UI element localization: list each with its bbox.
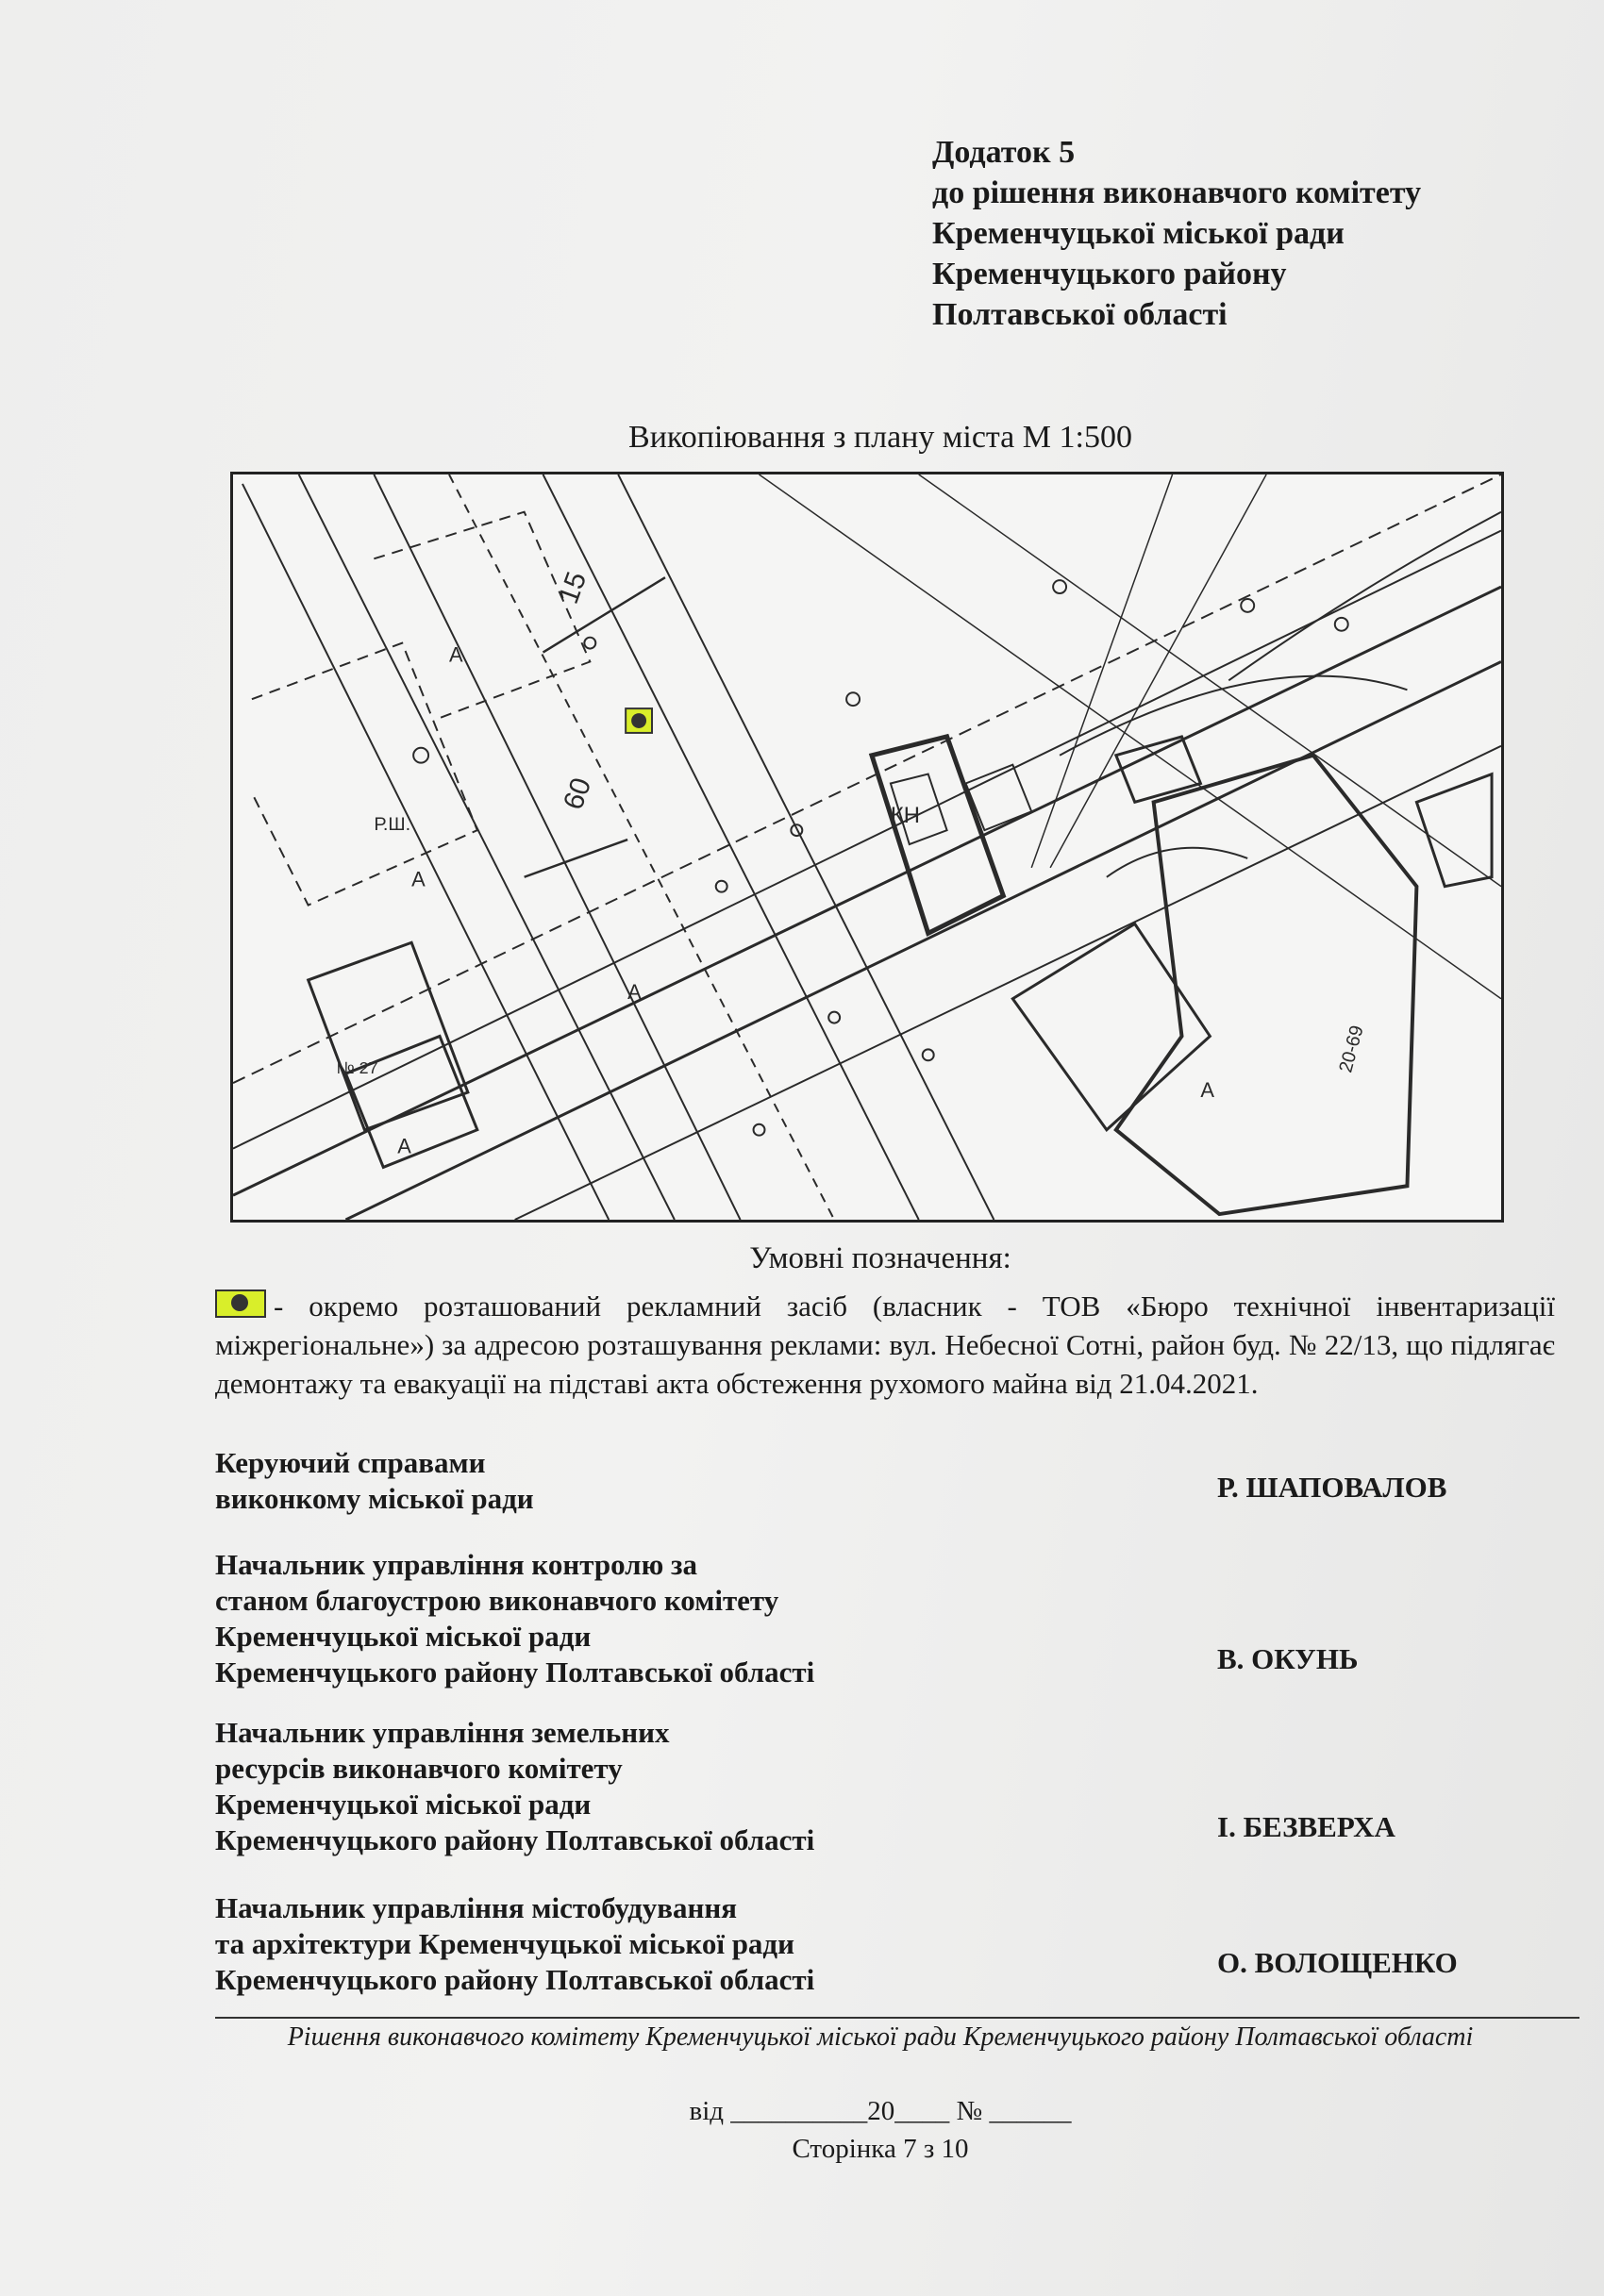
signature-role: Кременчуцького району Полтавської області [215,1823,815,1856]
signature-role: Кременчуцької міської ради [215,1788,592,1821]
signature-role: ресурсів виконавчого комітету [215,1752,623,1785]
signature-block [215,1890,1604,1998]
map-label-building-number: № 27 [336,1058,378,1078]
legend-text: - окремо розташований рекламний засіб (власник - ТОВ «Бюро технічної інвентаризації міжрегіональне») за адресою розташування реклами: вул. Небесної Сотні, район буд. № 22/13, що підлягає демонтажу та евакуації на підставі акта обстеження рухомого майна від 21.04.2021. [215,1289,1555,1400]
signature-role: Керуючий справами [215,1446,486,1479]
map-label-number: 20-69 [1335,1023,1368,1075]
map-label-a: А [411,867,426,891]
signature-name: Р. ШАПОВАЛОВ [1217,1471,1447,1504]
signature-role: Кременчуцької міської ради [215,1620,592,1653]
signature-role: Кременчуцького району Полтавської області [215,1655,815,1689]
map-label-a: А [627,979,642,1004]
map-drawing [233,474,1501,1220]
map-title: Викопіювання з плану міста М 1:500 [628,420,1132,455]
footer-date-line: від __________20____ № ______ [689,2096,1072,2126]
advertising-marker-icon [215,1289,266,1318]
signature-role: виконкому міської ради [215,1482,534,1515]
signature-block [215,1715,1604,1858]
map-label-a: А [1200,1078,1215,1102]
footer-decision: Рішення виконавчого комітету Кременчуцької міської ради Кременчуцького району Полтавської області [287,2022,1474,2052]
signature-name: О. ВОЛОЩЕНКО [1217,1946,1458,1979]
signature-role: та архітектури Кременчуцької міської ради [215,1927,794,1960]
appendix-header [932,132,1536,335]
footer-divider [215,2017,1579,2019]
header-line-5: Полтавської області [932,297,1228,332]
map-label-a: А [397,1134,411,1158]
signature-role: Начальник управління земельних [215,1716,670,1749]
signature-block [215,1547,1604,1690]
signature-role: Начальник управління контролю за [215,1548,697,1581]
header-line-2: до рішення виконавчого комітету [932,175,1422,210]
signature-block [215,1445,1604,1517]
header-line-1: Додаток 5 [932,135,1076,170]
map-label-dimension: 15 [552,567,593,608]
legend-description [215,1287,1555,1403]
signature-role: Кременчуцького району Полтавської області [215,1963,815,1996]
city-plan-map [230,472,1504,1223]
map-label-rsh: Р.Ш. [374,814,411,836]
header-line-4: Кременчуцького району [932,257,1287,291]
signature-name: І. БЕЗВЕРХА [1217,1810,1395,1843]
map-label-a: А [448,642,463,667]
signature-role: Начальник управління містобудування [215,1891,738,1924]
map-label-dimension: 60 [557,774,598,814]
signature-name: В. ОКУНЬ [1217,1642,1359,1675]
map-label-kn: КН [890,803,921,829]
signature-role: станом благоустрою виконавчого комітету [215,1584,779,1617]
header-line-3: Кременчуцької міської ради [932,216,1345,251]
page-number: Сторінка 7 з 10 [792,2134,969,2164]
legend-title: Умовні позначення: [749,1241,1011,1275]
